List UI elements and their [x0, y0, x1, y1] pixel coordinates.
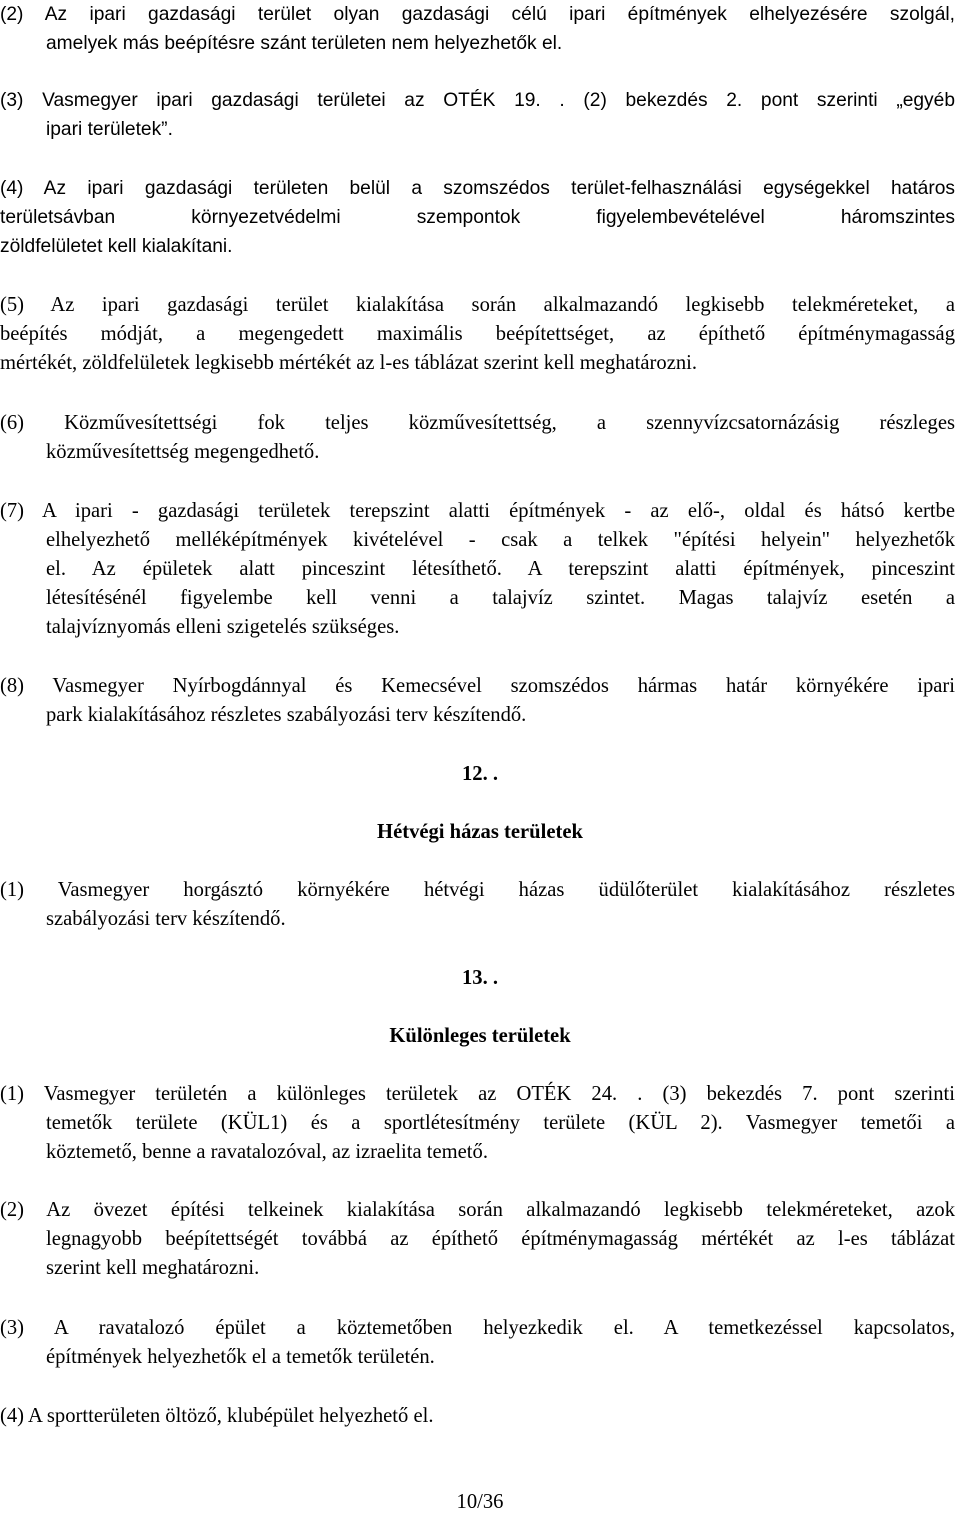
section-12-paragraph-1	[0, 876, 955, 934]
paragraph-line: szerint kell meghatározni.	[46, 1257, 260, 1279]
paragraph-line: temetők területe (KÜL1) és a sportlétesítmény területe (KÜL 2). Vasmegyer temetői a	[46, 1112, 955, 1134]
section-13-paragraph-2	[0, 1196, 955, 1283]
paragraph-line: park kialakításához részletes szabályozási terv készítendő.	[46, 704, 527, 726]
paragraph-line: zöldfelületet kell kialakítani.	[0, 236, 233, 257]
section-13-paragraph-4	[0, 1402, 955, 1431]
paragraph-8	[0, 672, 955, 730]
paragraph-line: területsávban környezetvédelmi szempontok figyelembevételével háromszintes	[0, 207, 955, 228]
paragraph-5	[0, 291, 955, 378]
paragraph-line: köztemető, benne a ravatalozóval, az izraelita temető.	[46, 1141, 488, 1163]
paragraph-7	[0, 497, 955, 642]
paragraph-line: (2) Az ipari gazdasági terület olyan gazdasági célú ipari építmények elhelyezésére szolgál,	[0, 4, 955, 25]
paragraph-line: (4) Az ipari gazdasági területen belül a szomszédos terület-felhasználási egységekkel határos	[0, 178, 955, 199]
paragraph-2	[0, 0, 955, 58]
paragraph-line: létesítésénél figyelembe kell venni a talajvíz szintet. Magas talajvíz esetén a	[46, 587, 955, 609]
paragraph-line: elhelyezhető melléképítmények kivételével - csak a telkek "építési helyein" helyezhetők	[46, 529, 955, 551]
paragraph-line: (5) Az ipari gazdasági terület kialakítása során alkalmazandó legkisebb telekméreteket, a	[0, 294, 955, 316]
paragraph-4	[0, 174, 955, 261]
paragraph-line: (4) A sportterületen öltöző, klubépület helyezhető el.	[0, 1405, 434, 1427]
paragraph-line: szabályozási terv készítendő.	[46, 908, 286, 930]
page-number: 10/36	[456, 1491, 504, 1513]
paragraph-line: amelyek más beépítésre szánt területen nem helyezhetők el.	[46, 33, 563, 54]
paragraph-line: el. Az épületek alatt pinceszint létesíthető. A terepszint alatti építmények, pinceszint	[46, 558, 955, 580]
paragraph-line: (3) A ravatalozó épület a köztemetőben helyezkedik el. A temetkezéssel kapcsolatos,	[0, 1317, 955, 1339]
paragraph-line: mértékét, zöldfelületek legkisebb mértékét az l-es táblázat szerint kell meghatározni.	[0, 352, 698, 374]
paragraph-line: legnagyobb beépítettségét továbbá az építhető építménymagasság mértékét az l-es táblázat	[46, 1228, 955, 1250]
paragraph-line: (8) Vasmegyer Nyírbogdánnyal és Kemecsével szomszédos hármas határ környékére ipari	[0, 675, 955, 697]
section-12-title: Hétvégi házas területek	[377, 821, 583, 843]
paragraph-line: beépítés módját, a megengedett maximális beépítettséget, az építhető építménymagasság	[0, 323, 955, 345]
paragraph-line: (6) Közművesítettségi fok teljes közművesítettség, a szennyvízcsatornázásig részleges	[0, 412, 955, 434]
paragraph-line: közművesítettség megengedhető.	[46, 441, 320, 463]
paragraph-line: építmények helyezhetők el a temetők területén.	[46, 1346, 435, 1368]
section-13-paragraph-3	[0, 1314, 955, 1372]
paragraph-line: (1) Vasmegyer területén a különleges területek az OTÉK 24. . (3) bekezdés 7. pont szerinti	[0, 1083, 955, 1105]
section-13-title: Különleges területek	[389, 1025, 571, 1047]
paragraph-line: talajvíznyomás elleni szigetelés szükséges.	[46, 616, 400, 638]
paragraph-line: (1) Vasmegyer horgásztó környékére hétvégi házas üdülőterület kialakításához részletes	[0, 879, 955, 901]
paragraph-6	[0, 409, 955, 467]
section-12-number: 12. .	[461, 763, 499, 785]
paragraph-line: (3) Vasmegyer ipari gazdasági területei az OTÉK 19. . (2) bekezdés 2. pont szerinti „egyéb	[0, 90, 955, 111]
paragraph-line: (2) Az övezet építési telkeinek kialakítása során alkalmazandó legkisebb telekméreteket, azok	[0, 1199, 955, 1221]
paragraph-3	[0, 86, 955, 144]
section-13-number: 13. .	[461, 967, 499, 989]
paragraph-line: ipari területek”.	[46, 119, 173, 140]
section-13-paragraph-1	[0, 1080, 955, 1167]
paragraph-line: (7) A ipari - gazdasági területek terepszint alatti építmények - az elő-, oldal és hátsó kertbe	[0, 500, 955, 522]
